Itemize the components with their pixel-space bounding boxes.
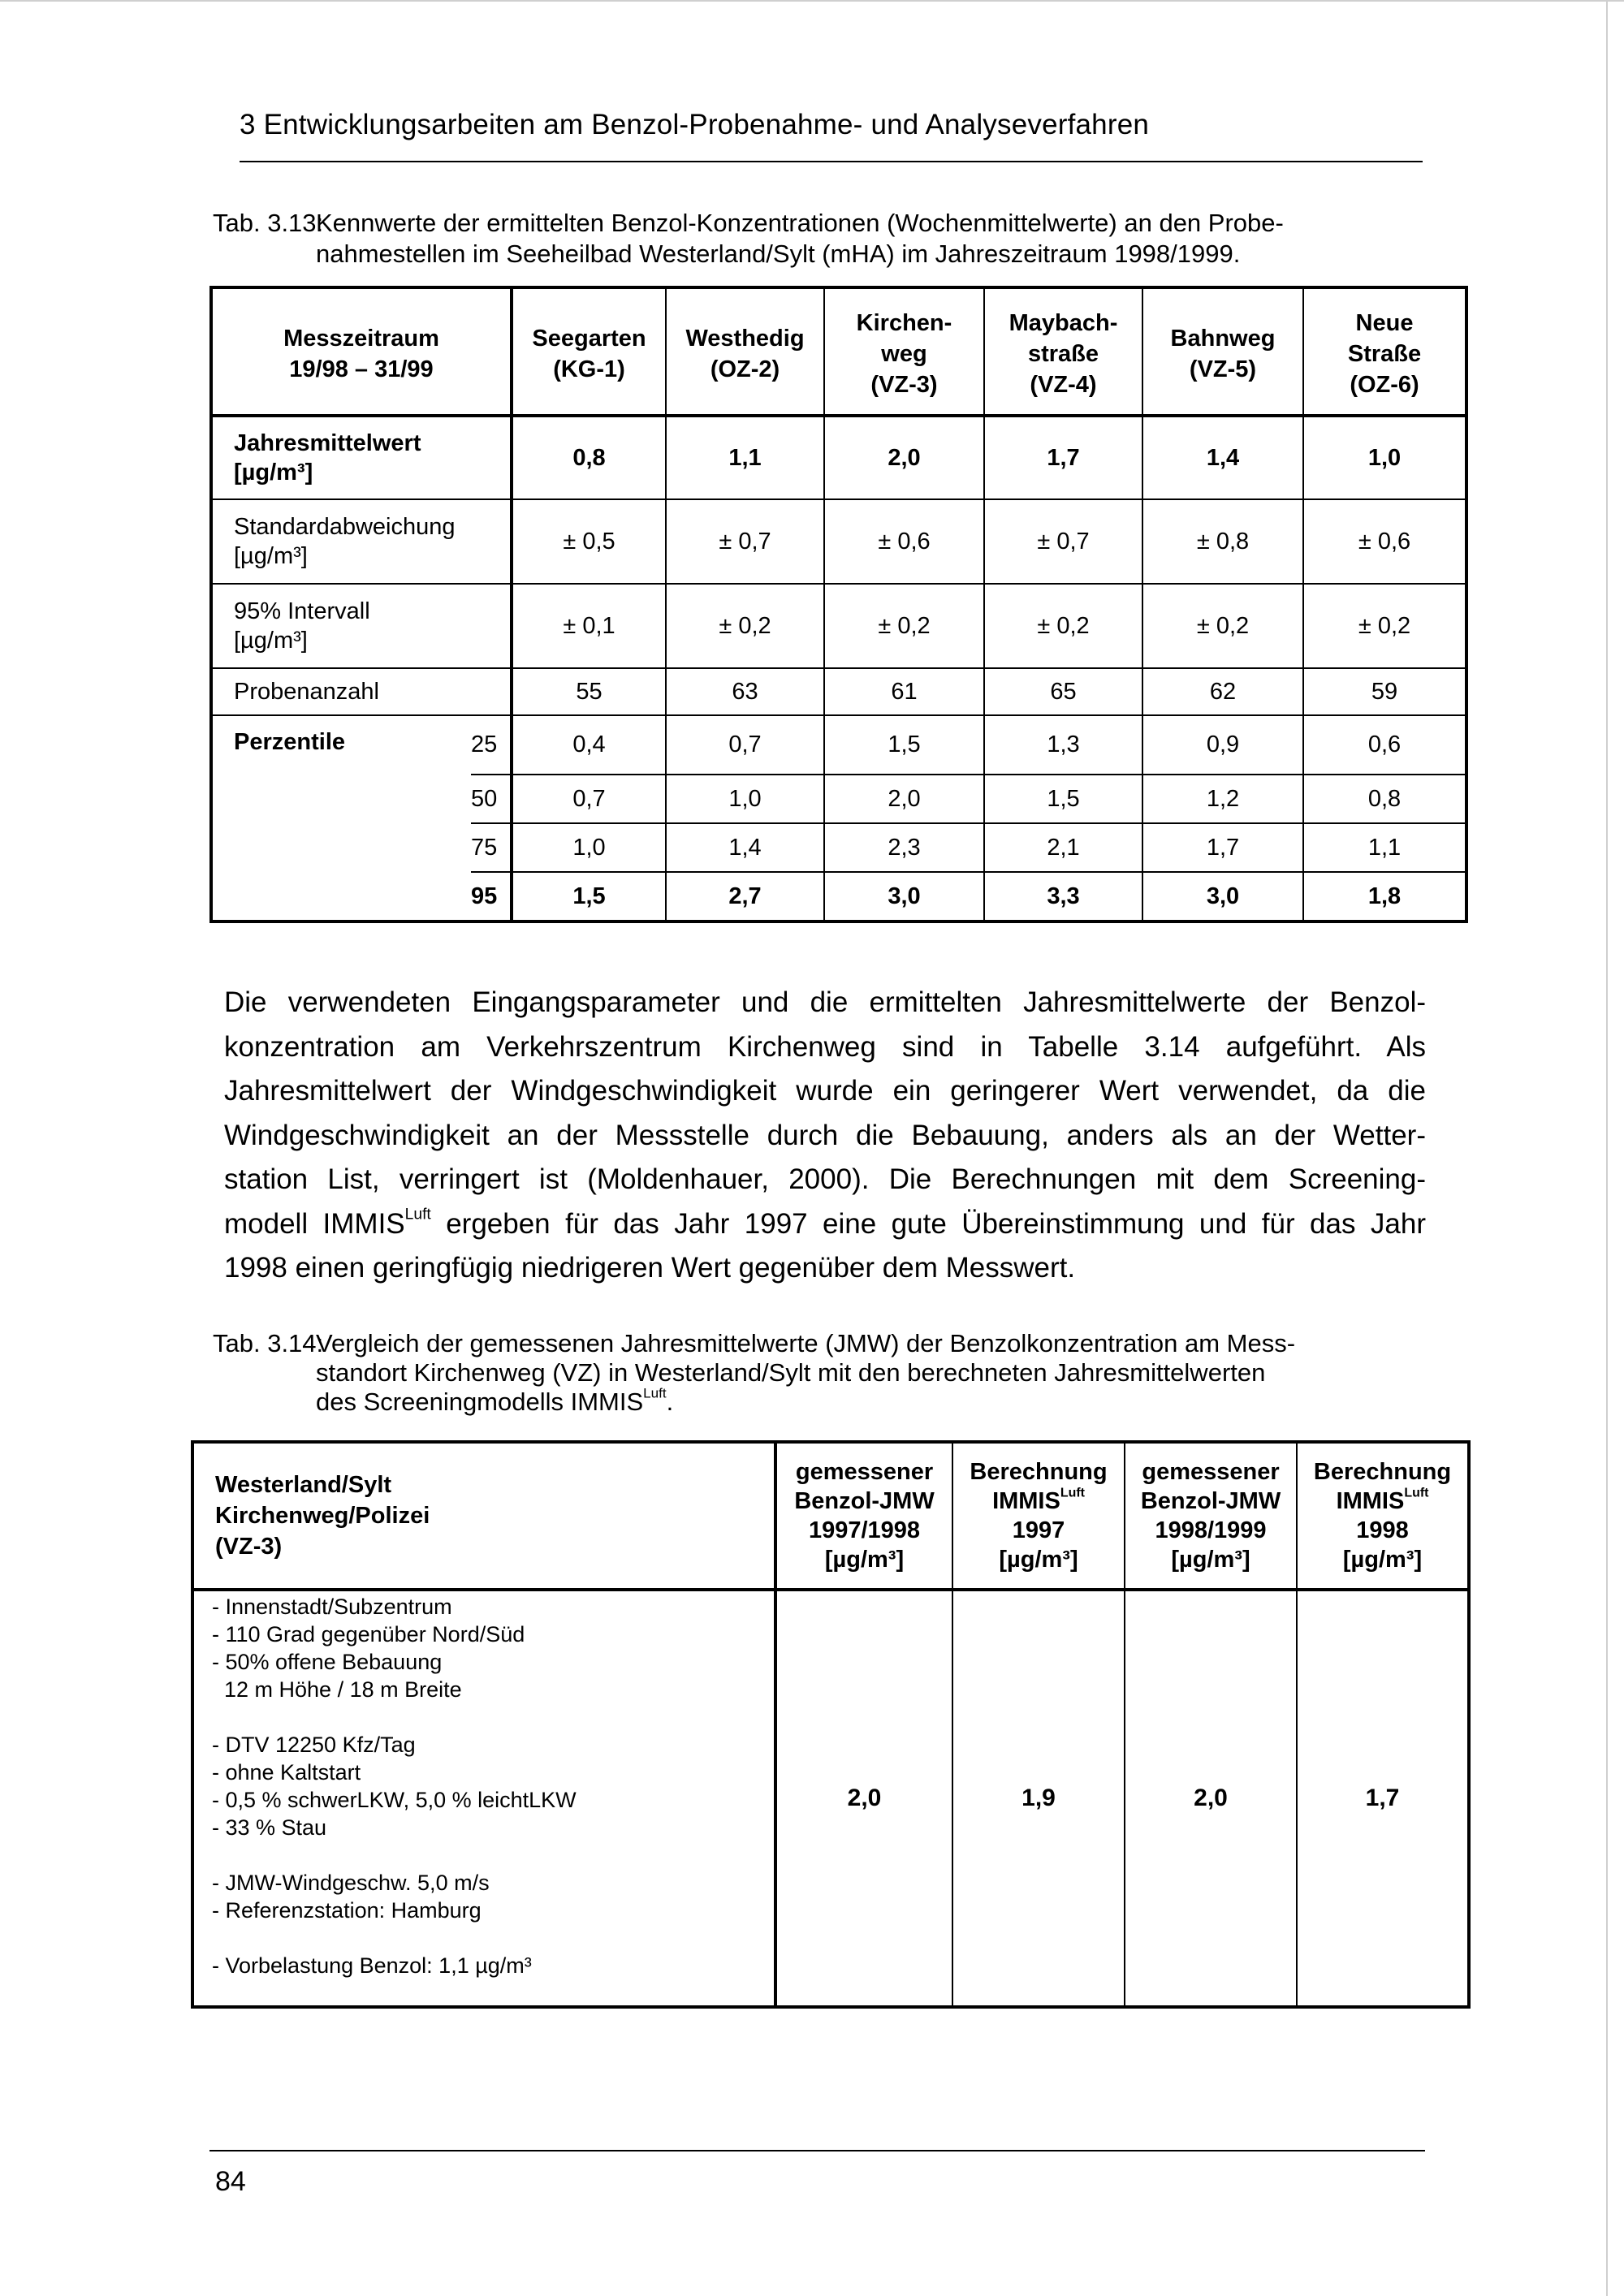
table2-body-row — [192, 1590, 1469, 2007]
col-header-westhedig — [666, 287, 824, 416]
cell-value: 1,7 — [1142, 823, 1303, 872]
caption-text: . — [666, 1388, 674, 1416]
perzentile-label: Perzentile — [211, 715, 471, 775]
col-header-bahnweg — [1142, 287, 1303, 416]
cell-value: 2,0 — [824, 416, 984, 499]
caption-text: des Screeningmodells IMMIS — [316, 1388, 644, 1416]
cell-value: ± 0,2 — [666, 584, 824, 668]
col-header-text: Benzol-JMW — [794, 1488, 935, 1514]
cell-value: 1,5 — [824, 715, 984, 775]
corner-line2: Kirchenweg/Polizei — [215, 1503, 430, 1529]
col-header-text: IMMIS — [992, 1488, 1060, 1514]
col-header-line: Berechnung — [970, 1459, 1108, 1485]
col-header-unit: [µg/m³] — [1171, 1547, 1250, 1573]
cell-value: 1,2 — [1142, 775, 1303, 823]
cell-value: 1,5 — [984, 775, 1142, 823]
corner-line3: (VZ-3) — [215, 1534, 283, 1560]
cell-value: 2,0 — [1125, 1590, 1297, 2007]
cell-value: 2,0 — [775, 1590, 952, 2007]
cell-value: 1,3 — [984, 715, 1142, 775]
cell-value: 1,7 — [1297, 1590, 1469, 2007]
footer-rule — [209, 2150, 1425, 2151]
col-header-maybachstrasse — [984, 287, 1142, 416]
col-header-gemessen-1997-1998 — [775, 1442, 952, 1590]
col-header-line: Kirchen- — [856, 310, 952, 336]
cell-value: 1,4 — [1142, 416, 1303, 499]
paragraph-line: konzentration am Verkehrszentrum Kirchenweg sind in Tabelle 3.14 aufgeführt. Als — [224, 1030, 1426, 1063]
superscript-luft: Luft — [404, 1206, 431, 1224]
perzentil-value: 75 — [471, 823, 512, 872]
col-header-line: Straße — [1347, 341, 1422, 367]
table2-caption-line3 — [316, 1387, 673, 1418]
paragraph-line: Jahresmittelwert der Windgeschwindigkeit wurde ein geringerer Wert verwendet, da die — [224, 1075, 1426, 1107]
corner-line1: Westerland/Sylt — [215, 1472, 392, 1498]
col-header-neue-strasse — [1303, 287, 1466, 416]
row-jahresmittelwert — [211, 416, 1466, 499]
cell-value: ± 0,2 — [1142, 584, 1303, 668]
col-header-line — [1125, 1487, 1296, 1516]
col-header-line: 1998/1999 — [1155, 1517, 1267, 1543]
col-header-line: gemessener — [795, 1459, 934, 1485]
cell-value: ± 0,6 — [824, 499, 984, 584]
col-header-berechnung-1997 — [952, 1442, 1125, 1590]
desc-line: - Referenzstation: Hamburg — [212, 1898, 482, 1923]
col-header-line — [953, 1487, 1124, 1516]
col-header-line: (KG-1) — [553, 356, 625, 382]
col-header-line — [777, 1487, 952, 1516]
col-header-line: Maybach- — [1009, 310, 1118, 336]
paragraph-line: station List, verringert ist (Moldenhauer, 2000). Die Berechnungen mit dem Screening- — [224, 1163, 1426, 1195]
header-rule — [240, 161, 1423, 162]
cell-value: 0,9 — [1142, 715, 1303, 775]
col-header-line: 1998 — [1356, 1517, 1409, 1543]
perzentil-value: 95 — [471, 872, 512, 921]
cell-value: 1,4 — [666, 823, 824, 872]
cell-value: 0,4 — [512, 715, 666, 775]
col-header-gemessen-1998-1999 — [1125, 1442, 1297, 1590]
col-header-line: (VZ-3) — [870, 372, 938, 398]
perzentile-label-span — [211, 775, 471, 823]
row-label-unit: [µg/m³] — [234, 543, 308, 569]
row-label-line: 95% Intervall — [234, 598, 370, 624]
row-label-line: Jahresmittelwert — [234, 430, 421, 456]
cell-value: 2,3 — [824, 823, 984, 872]
table2-caption-line2: standort Kirchenweg (VZ) in Westerland/Sylt mit den berechneten Jahresmittelwerten — [316, 1358, 1266, 1387]
cell-value: ± 0,2 — [824, 584, 984, 668]
table1-caption-label: Tab. 3.13: — [213, 209, 324, 237]
paragraph-line: 1998 einen geringfügig niedrigeren Wert gegenüber dem Messwert. — [224, 1252, 1076, 1284]
desc-line: - DTV 12250 Kfz/Tag — [212, 1733, 416, 1757]
row-95-intervall — [211, 584, 1466, 668]
table2-caption-line1: Vergleich der gemessenen Jahresmittelwerte (JMW) der Benzolkonzentration am Mess- — [316, 1329, 1296, 1357]
row-perzentil-50 — [211, 775, 1466, 823]
row-probenanzahl — [211, 668, 1466, 715]
cell-value: 1,1 — [666, 416, 824, 499]
cell-value: ± 0,7 — [666, 499, 824, 584]
desc-line: - ohne Kaltstart — [212, 1760, 361, 1785]
desc-line: - 0,5 % schwerLKW, 5,0 % leichtLKW — [212, 1788, 577, 1812]
cell-value: 0,7 — [512, 775, 666, 823]
desc-line: - 33 % Stau — [212, 1815, 327, 1840]
row-label-line: Standardabweichung — [234, 514, 456, 540]
row-label-unit: [µg/m³] — [234, 460, 313, 486]
table2-header-row — [192, 1442, 1469, 1590]
paragraph-line — [224, 1202, 1426, 1247]
site-description — [192, 1590, 775, 2007]
cell-value: 61 — [824, 668, 984, 715]
cell-value: 3,0 — [1142, 872, 1303, 921]
cell-value: 1,1 — [1303, 823, 1466, 872]
cell-value: 0,8 — [512, 416, 666, 499]
cell-value: 2,7 — [666, 872, 824, 921]
row-perzentil-75 — [211, 823, 1466, 872]
perzentil-value: 25 — [471, 715, 512, 775]
row-label-unit: [µg/m³] — [234, 628, 308, 654]
col-header-line: (VZ-4) — [1030, 372, 1097, 398]
cell-value: 0,8 — [1303, 775, 1466, 823]
cell-value: 62 — [1142, 668, 1303, 715]
perzentile-label-span — [211, 872, 471, 921]
corner-line2: 19/98 – 31/99 — [289, 356, 434, 382]
desc-line: 12 m Höhe / 18 m Breite — [212, 1677, 462, 1702]
table1-corner-cell — [211, 287, 512, 416]
scan-right-edge — [1606, 0, 1608, 2296]
cell-value: 0,6 — [1303, 715, 1466, 775]
cell-value: 59 — [1303, 668, 1466, 715]
cell-value: ± 0,2 — [1303, 584, 1466, 668]
cell-value: ± 0,6 — [1303, 499, 1466, 584]
scan-top-edge — [0, 0, 1624, 2]
desc-line: - 50% offene Bebauung — [212, 1650, 443, 1674]
perzentile-label-span — [211, 823, 471, 872]
row-label — [211, 584, 512, 668]
table1-caption-line1: Kennwerte der ermittelten Benzol-Konzentrationen (Wochenmittelwerte) an den Probe- — [316, 209, 1284, 237]
row-perzentil-25 — [211, 715, 1466, 775]
page-number: 84 — [215, 2166, 246, 2197]
comparison-table — [191, 1440, 1471, 2009]
desc-line: - Vorbelastung Benzol: 1,1 µg/m³ — [212, 1953, 532, 1978]
col-header-line: gemessener — [1142, 1459, 1280, 1485]
desc-spacer — [212, 1924, 774, 1952]
cell-value: 65 — [984, 668, 1142, 715]
cell-value: 1,0 — [1303, 416, 1466, 499]
desc-line: - Innenstadt/Subzentrum — [212, 1595, 452, 1619]
col-header-line: 1997 — [1012, 1517, 1065, 1543]
table2-caption-label: Tab. 3.14: — [213, 1329, 324, 1357]
col-header-line: Seegarten — [532, 326, 646, 352]
cell-value: ± 0,2 — [984, 584, 1142, 668]
paragraph-line: Die verwendeten Eingangsparameter und die ermittelten Jahresmittelwerte der Benzol- — [224, 986, 1426, 1018]
row-perzentil-95 — [211, 872, 1466, 921]
col-header-line: (OZ-6) — [1350, 372, 1419, 398]
cell-value: 1,9 — [952, 1590, 1125, 2007]
col-header-line: Bahnweg — [1170, 326, 1276, 352]
corner-line1: Messzeitraum — [283, 326, 439, 352]
cell-value: ± 0,1 — [512, 584, 666, 668]
col-header-line: (OZ-2) — [710, 356, 780, 382]
cell-value: 2,0 — [824, 775, 984, 823]
table1-caption — [213, 208, 1431, 273]
col-header-line: Westhedig — [685, 326, 805, 352]
row-label — [211, 416, 512, 499]
cell-value: 2,1 — [984, 823, 1142, 872]
benzene-stats-table — [209, 286, 1468, 923]
col-header-text: IMMIS — [1336, 1488, 1405, 1514]
cell-value: ± 0,7 — [984, 499, 1142, 584]
col-header-kirchenweg — [824, 287, 984, 416]
desc-spacer — [212, 1703, 774, 1731]
cell-value: 63 — [666, 668, 824, 715]
cell-value: 1,7 — [984, 416, 1142, 499]
col-header-unit: [µg/m³] — [824, 1547, 905, 1573]
desc-spacer — [212, 1841, 774, 1869]
superscript: Luft — [1060, 1486, 1085, 1500]
cell-value: 1,5 — [512, 872, 666, 921]
row-label — [211, 499, 512, 584]
col-header-unit: [µg/m³] — [1342, 1547, 1423, 1573]
row-standardabweichung — [211, 499, 1466, 584]
cell-value: 55 — [512, 668, 666, 715]
row-label: Probenanzahl — [211, 668, 512, 715]
body-paragraph — [224, 981, 1426, 1291]
table1-caption-line2: nahmestellen im Seeheilbad Westerland/Sylt (mHA) im Jahreszeitraum 1998/1999. — [316, 240, 1241, 268]
col-header-unit: [µg/m³] — [999, 1547, 1078, 1573]
paragraph-text: ergeben für das Jahr 1997 eine gute Übereinstimmung und für das Jahr — [430, 1207, 1427, 1240]
col-header-berechnung-1998 — [1297, 1442, 1469, 1590]
superscript: Luft — [1404, 1486, 1429, 1500]
cell-value: 1,0 — [512, 823, 666, 872]
col-header-line: Berechnung — [1313, 1459, 1452, 1485]
cell-value: 3,3 — [984, 872, 1142, 921]
col-header-line — [1298, 1487, 1467, 1516]
desc-line: - JMW-Windgeschw. 5,0 m/s — [212, 1871, 490, 1895]
col-header-line: weg — [881, 341, 927, 367]
col-header-line: Neue — [1355, 310, 1414, 336]
running-header: 3 Entwicklungsarbeiten am Benzol-Probenahme- und Analyseverfahren — [240, 109, 1150, 140]
cell-value: 1,0 — [666, 775, 824, 823]
cell-value: 0,7 — [666, 715, 824, 775]
superscript-luft: Luft — [643, 1385, 667, 1401]
table2-corner-cell — [192, 1442, 775, 1590]
cell-value: 1,8 — [1303, 872, 1466, 921]
desc-line: - 110 Grad gegenüber Nord/Süd — [212, 1622, 525, 1646]
col-header-line: straße — [1027, 341, 1099, 367]
table2-caption — [213, 1328, 1431, 1424]
paragraph-text: modell IMMIS — [224, 1207, 405, 1240]
col-header-line: 1997/1998 — [808, 1517, 921, 1543]
cell-value: 3,0 — [824, 872, 984, 921]
table1-header-row — [211, 287, 1466, 416]
col-header-seegarten — [512, 287, 666, 416]
cell-value: ± 0,8 — [1142, 499, 1303, 584]
col-header-text: Benzol-JMW — [1140, 1488, 1281, 1514]
col-header-line: (VZ-5) — [1189, 356, 1257, 382]
paragraph-line: Windgeschwindigkeit an der Messstelle durch die Bebauung, anders als an der Wetter- — [224, 1119, 1426, 1151]
cell-value: ± 0,5 — [512, 499, 666, 584]
perzentil-value: 50 — [471, 775, 512, 823]
